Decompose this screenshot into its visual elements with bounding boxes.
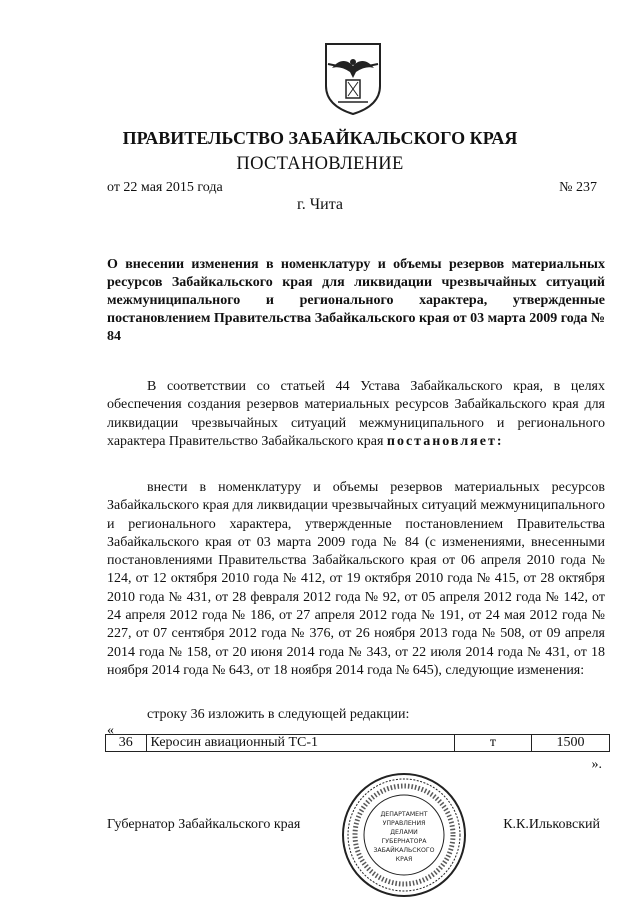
document-date: от 22 мая 2015 года xyxy=(107,180,223,195)
document-city: г. Чита xyxy=(296,196,343,213)
quote-open: « xyxy=(107,723,114,738)
stamp-line: ДЕПАРТАМЕНТ xyxy=(380,811,428,818)
stamp-line: ГУБЕРНАТОРА xyxy=(381,838,427,845)
signer-name: К.К.Ильковский xyxy=(503,817,600,832)
document-type: ПОСТАНОВЛЕНИЕ xyxy=(236,154,404,174)
row-number: 36 xyxy=(106,735,147,752)
official-stamp xyxy=(341,772,467,898)
nomenclature-table xyxy=(105,734,610,752)
main-paragraph: внести в номенклатуру и объемы резервов материальных ресурсов Забайкальского края для ликвидации чрезвычайных ситуаций межмуниципального и регионального характера, утвержденные постановлением Правительства Забайкальского края от 03 марта 2009 года № 84 (с изменениями, внесенными постановлениями Правительства Забайкальского края от 06 апреля 2010 года № 124, от 12 октября 2010 года № 412, от 19 октября 2010 года № 415, от 28 октября 2010 года № 431, от 28 февраля 2012 года № 92, от 05 апреля 2012 года № 142, от 24 апреля 2012 года № 186, от 27 апреля 2012 года № 191, от 24 мая 2012 года № 227, от 07 сентября 2012 года № 376, от 26 ноября 2013 года № 508, от 09 апреля 2014 года № 158, от 20 июня 2014 года № 343, от 22 июля 2014 года № 431, от 18 ноября 2014 года № 643, от 18 ноября 2014 года № 645), следующие изменения: xyxy=(107,480,605,678)
row-unit: т xyxy=(454,735,531,752)
stamp-line: КРАЯ xyxy=(395,856,413,863)
stamp-line: ДЕЛАМИ xyxy=(390,829,418,836)
quote-close: ». xyxy=(591,757,602,772)
government-title: ПРАВИТЕЛЬСТВО ЗАБАЙКАЛЬСКОГО КРАЯ xyxy=(122,128,518,148)
signer-title: Губернатор Забайкальского края xyxy=(107,817,301,832)
preamble-paragraph xyxy=(107,378,605,451)
row-quantity: 1500 xyxy=(532,735,610,752)
document-subject: О внесении изменения в номенклатуру и объемы резервов материальных ресурсов Забайкальского края для ликвидации чрезвычайных ситуаций межмуниципального и регионального характера, утвержденные постановлением Правительства Забайкальского края от 03 марта 2009 года № 84 xyxy=(107,257,605,344)
table-row xyxy=(106,735,610,752)
coat-of-arms-emblem xyxy=(318,38,388,116)
document-number: № 237 xyxy=(559,180,597,195)
stamp-line: УПРАВЛЕНИЯ xyxy=(382,820,426,827)
stamp-line: ЗАБАЙКАЛЬСКОГО xyxy=(373,847,435,854)
decree-word: постановляет: xyxy=(386,433,504,449)
instruction-text: строку 36 изложить в следующей редакции: xyxy=(147,707,410,722)
row-name: Керосин авиационный ТС-1 xyxy=(146,735,454,752)
preamble-text: В соответствии со статьей 44 Устава Забайкальского края, в целях обеспечения создания резервов материальных ресурсов Забайкальского края для ликвидации чрезвычайных ситуаций межмуниципального и регионального характера Правительство Забайкальского края xyxy=(107,379,605,449)
